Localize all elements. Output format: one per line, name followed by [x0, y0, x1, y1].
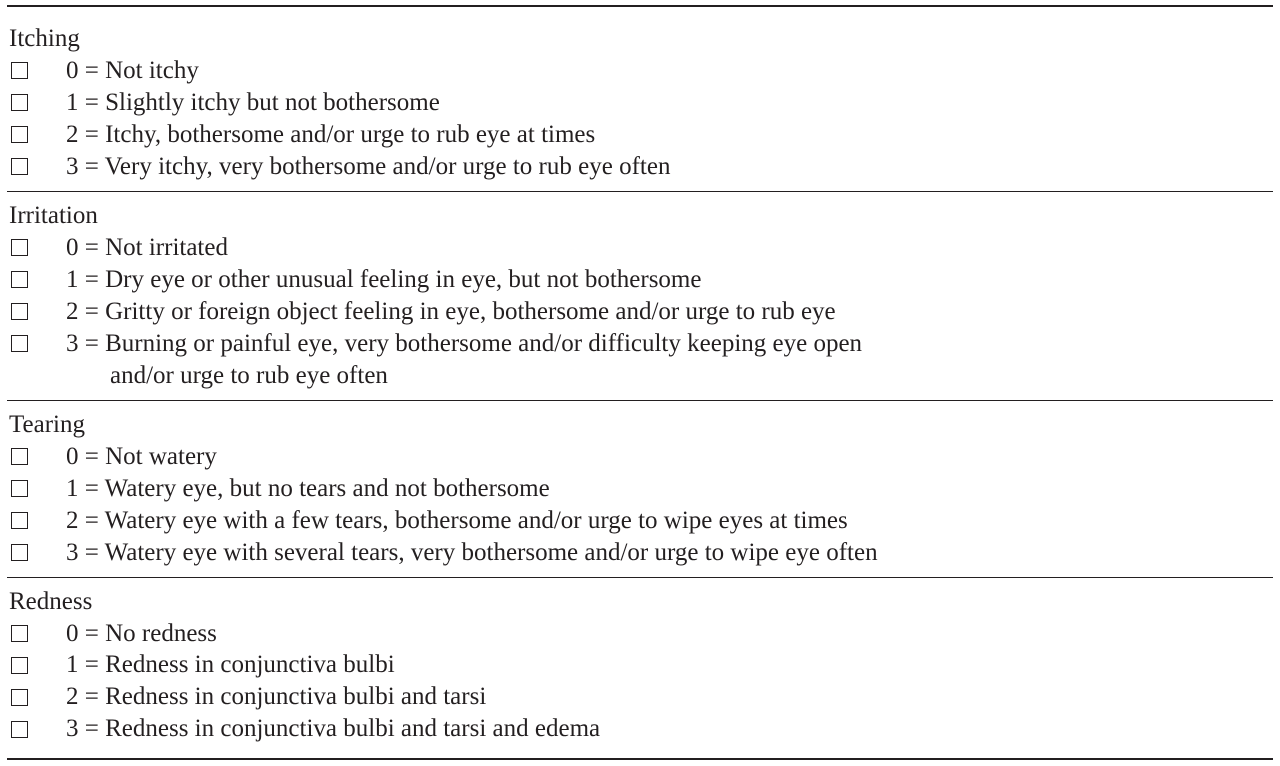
- option-redness-2: 2 = Redness in conjunctiva bulbi and tarsi: [66, 683, 487, 710]
- option-irritation-0: 0 = Not irritated: [66, 234, 228, 261]
- top-rule: [7, 5, 1273, 7]
- option-redness-3: 3 = Redness in conjunctiva bulbi and tarsi and edema: [66, 715, 601, 742]
- bottom-rule: [7, 758, 1273, 760]
- option-redness-0: 0 = No redness: [66, 620, 217, 647]
- checkbox-itching-2[interactable]: [11, 126, 28, 143]
- checkbox-redness-3[interactable]: [11, 721, 28, 738]
- section-divider: [7, 400, 1273, 401]
- checkbox-tearing-1[interactable]: [11, 480, 28, 497]
- checkbox-tearing-3[interactable]: [11, 544, 28, 561]
- section-title-redness: Redness: [9, 588, 93, 615]
- option-irritation-2: 2 = Gritty or foreign object feeling in eye, bothersome and/or urge to rub eye: [66, 298, 836, 325]
- checkbox-itching-3[interactable]: [11, 158, 28, 175]
- checkbox-irritation-2[interactable]: [11, 303, 28, 320]
- checkbox-tearing-0[interactable]: [11, 448, 28, 465]
- option-redness-1: 1 = Redness in conjunctiva bulbi: [66, 651, 395, 678]
- checkbox-irritation-0[interactable]: [11, 239, 28, 256]
- checkbox-redness-2[interactable]: [11, 689, 28, 706]
- option-irritation-1: 1 = Dry eye or other unusual feeling in eye, but not bothersome: [66, 266, 702, 293]
- option-tearing-1: 1 = Watery eye, but no tears and not bothersome: [66, 475, 550, 502]
- option-tearing-0: 0 = Not watery: [66, 443, 217, 470]
- checkbox-itching-0[interactable]: [11, 62, 28, 79]
- section-title-itching: Itching: [9, 25, 80, 52]
- checkbox-redness-1[interactable]: [11, 657, 28, 674]
- option-irritation-3: 3 = Burning or painful eye, very bothersome and/or difficulty keeping eye open: [66, 330, 863, 357]
- checkbox-itching-1[interactable]: [11, 94, 28, 111]
- checkbox-tearing-2[interactable]: [11, 512, 28, 529]
- section-divider: [7, 191, 1273, 192]
- checkbox-irritation-1[interactable]: [11, 271, 28, 288]
- option-itching-3: 3 = Very itchy, very bothersome and/or urge to rub eye often: [66, 153, 671, 180]
- checkbox-irritation-3[interactable]: [11, 335, 28, 352]
- section-title-irritation: Irritation: [9, 202, 98, 229]
- option-itching-0: 0 = Not itchy: [66, 57, 199, 84]
- option-itching-2: 2 = Itchy, bothersome and/or urge to rub eye at times: [66, 121, 596, 148]
- option-irritation-3-continuation: and/or urge to rub eye often: [110, 362, 388, 389]
- section-title-tearing: Tearing: [9, 411, 85, 438]
- option-tearing-3: 3 = Watery eye with several tears, very bothersome and/or urge to wipe eye often: [66, 539, 878, 566]
- section-divider: [7, 577, 1273, 578]
- option-itching-1: 1 = Slightly itchy but not bothersome: [66, 89, 440, 116]
- option-tearing-2: 2 = Watery eye with a few tears, bothersome and/or urge to wipe eyes at times: [66, 507, 848, 534]
- checkbox-redness-0[interactable]: [11, 625, 28, 642]
